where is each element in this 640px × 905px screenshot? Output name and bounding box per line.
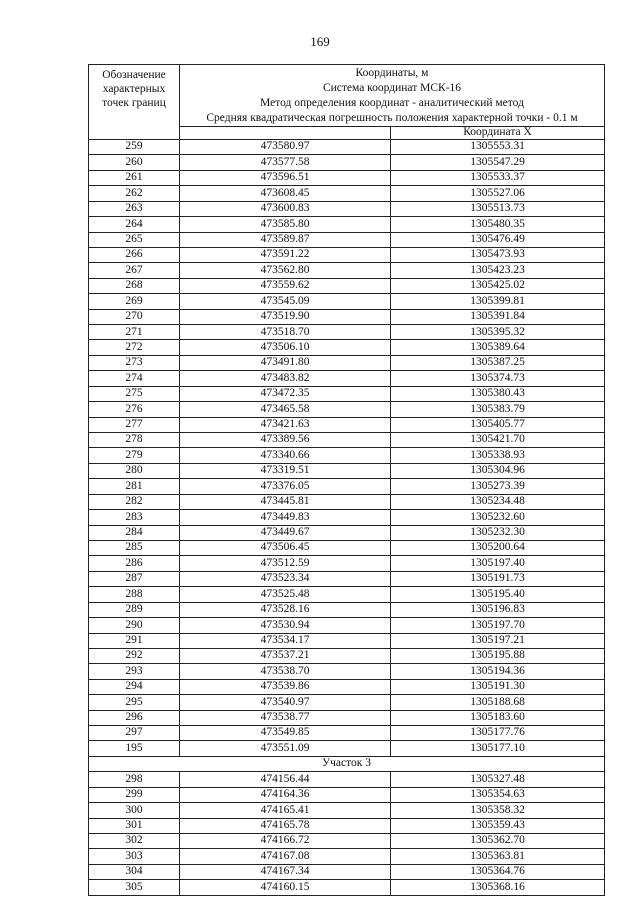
point-number-cell: 270 (89, 309, 180, 324)
coord-x-cell: 473449.67 (180, 525, 391, 540)
coord-x-cell: 473545.09 (180, 294, 391, 309)
coord-x-cell: 473589.87 (180, 232, 391, 247)
coord-y-cell: 1305374.73 (391, 371, 605, 386)
table-row (89, 833, 605, 848)
coord-y-cell: 1305368.16 (391, 880, 605, 895)
coord-x-cell: 473562.80 (180, 263, 391, 278)
table-row (89, 818, 605, 833)
coord-y-cell: 1305383.79 (391, 402, 605, 417)
coord-y-cell: 1305304.96 (391, 463, 605, 478)
coord-y-cell: 1305195.40 (391, 587, 605, 602)
coord-y-cell: 1305354.63 (391, 787, 605, 802)
coord-x-cell: 473523.34 (180, 571, 391, 586)
coord-x-cell: 473389.56 (180, 433, 391, 448)
coord-x-cell: 473591.22 (180, 247, 391, 262)
point-number-cell: 291 (89, 633, 180, 648)
coord-x-cell: 473449.83 (180, 510, 391, 525)
point-number-cell: 272 (89, 340, 180, 355)
point-number-cell: 195 (89, 741, 180, 756)
point-number-cell: 302 (89, 833, 180, 848)
coord-y-cell: 1305358.32 (391, 803, 605, 818)
point-number-cell: 259 (89, 140, 180, 155)
point-number-cell: 288 (89, 587, 180, 602)
coord-x-cell: 474165.41 (180, 803, 391, 818)
point-number-cell: 294 (89, 679, 180, 694)
coord-x-cell: 473445.81 (180, 494, 391, 509)
coord-y-cell: 1305359.43 (391, 818, 605, 833)
coord-y-cell: 1305363.81 (391, 849, 605, 864)
table-row (89, 772, 605, 787)
coord-x-cell: 473491.80 (180, 355, 391, 370)
coord-x-cell: 473538.77 (180, 710, 391, 725)
table-row (89, 371, 605, 386)
coord-y-cell: 1305191.30 (391, 679, 605, 694)
coord-x-cell: 473600.83 (180, 201, 391, 216)
coord-x-cell: 473539.86 (180, 679, 391, 694)
table-row (89, 263, 605, 278)
point-number-cell: 275 (89, 386, 180, 401)
table-row (89, 340, 605, 355)
table-row (89, 741, 605, 756)
table-row (89, 710, 605, 725)
table-row (89, 448, 605, 463)
point-number-cell: 266 (89, 247, 180, 262)
point-number-cell: 261 (89, 170, 180, 185)
point-number-cell: 273 (89, 355, 180, 370)
table-row (89, 232, 605, 247)
point-number-cell: 269 (89, 294, 180, 309)
table-row (89, 849, 605, 864)
coord-y-cell: 1305421.70 (391, 433, 605, 448)
table-row (89, 402, 605, 417)
section-row (89, 756, 605, 771)
coord-y-cell: 1305425.02 (391, 278, 605, 293)
coord-y-cell: 1305327.48 (391, 772, 605, 787)
coordinate-system: Система координат МСК-16 (322, 82, 462, 94)
point-number-cell: 265 (89, 232, 180, 247)
coord-x-cell: 474160.15 (180, 880, 391, 895)
coord-y-cell: 1305273.39 (391, 479, 605, 494)
table-body-part2 (89, 772, 605, 895)
table-row (89, 309, 605, 324)
point-number-cell: 276 (89, 402, 180, 417)
coord-y-cell: 1305232.60 (391, 510, 605, 525)
coord-x-cell: 473518.70 (180, 325, 391, 340)
table-row (89, 803, 605, 818)
coord-x-cell: 473551.09 (180, 741, 391, 756)
coord-x-cell: 474166.72 (180, 833, 391, 848)
table-row (89, 201, 605, 216)
point-number-cell: 298 (89, 772, 180, 787)
coords-title: Координаты, м (355, 67, 429, 79)
point-number-cell: 292 (89, 648, 180, 663)
coord-y-cell: 1305395.32 (391, 325, 605, 340)
table-row (89, 556, 605, 571)
method-text: Метод определения координат - аналитический метод (260, 97, 524, 109)
table-row (89, 155, 605, 170)
section-title: Участок 3 (89, 756, 605, 771)
coord-x-cell: 473559.62 (180, 278, 391, 293)
table-row (89, 602, 605, 617)
table-row (89, 433, 605, 448)
table-row (89, 679, 605, 694)
coord-y-cell: 1305553.31 (391, 140, 605, 155)
table-row (89, 540, 605, 555)
table-row (89, 618, 605, 633)
point-number-cell: 271 (89, 325, 180, 340)
point-number-cell: 264 (89, 217, 180, 232)
table-row (89, 880, 605, 895)
point-number-cell: 299 (89, 787, 180, 802)
coord-y-cell: 1305389.64 (391, 340, 605, 355)
empty-header-cell (180, 127, 391, 140)
coord-x-cell: 473608.45 (180, 186, 391, 201)
coord-x-cell: 473465.58 (180, 402, 391, 417)
coord-y-cell: 1305200.64 (391, 540, 605, 555)
page-number: 169 (310, 34, 330, 49)
coord-y-cell: 1305547.29 (391, 155, 605, 170)
coord-y-cell: 1305197.40 (391, 556, 605, 571)
point-number-cell: 300 (89, 803, 180, 818)
coord-x-cell: 473549.85 (180, 726, 391, 741)
point-number-cell: 262 (89, 186, 180, 201)
point-number-cell: 281 (89, 479, 180, 494)
table-row (89, 494, 605, 509)
table-row (89, 170, 605, 185)
table-row (89, 140, 605, 155)
table-row (89, 479, 605, 494)
coord-x-cell: 473472.35 (180, 386, 391, 401)
point-number-cell: 277 (89, 417, 180, 432)
point-number-cell: 304 (89, 864, 180, 879)
coord-y-cell: 1305196.83 (391, 602, 605, 617)
point-number-cell: 297 (89, 726, 180, 741)
coord-x-cell: 474156.44 (180, 772, 391, 787)
point-number-cell: 280 (89, 463, 180, 478)
coord-y-cell: 1305232.30 (391, 525, 605, 540)
table-row (89, 525, 605, 540)
coord-x-cell: 473421.63 (180, 417, 391, 432)
coord-x-cell: 473540.97 (180, 695, 391, 710)
coord-x-cell: 473538.70 (180, 664, 391, 679)
point-number-cell: 282 (89, 494, 180, 509)
point-number-cell: 285 (89, 540, 180, 555)
coordinates-table (88, 64, 605, 896)
table-row (89, 386, 605, 401)
point-number-cell: 278 (89, 433, 180, 448)
coord-y-cell: 1305513.73 (391, 201, 605, 216)
section-body (89, 756, 605, 771)
coord-x-cell: 473376.05 (180, 479, 391, 494)
coord-y-cell: 1305380.43 (391, 386, 605, 401)
point-number-cell: 286 (89, 556, 180, 571)
table-row (89, 217, 605, 232)
coord-y-cell: 1305177.76 (391, 726, 605, 741)
coord-x-cell: 474164.36 (180, 787, 391, 802)
table-row (89, 633, 605, 648)
coord-x-cell: 473506.45 (180, 540, 391, 555)
coord-x-cell: 473528.16 (180, 602, 391, 617)
coord-y-cell: 1305476.49 (391, 232, 605, 247)
table-row (89, 278, 605, 293)
point-number-cell: 263 (89, 201, 180, 216)
coord-x-cell: 474167.34 (180, 864, 391, 879)
coord-x-cell: 473577.58 (180, 155, 391, 170)
coord-y-cell: 1305197.21 (391, 633, 605, 648)
table-row (89, 247, 605, 262)
coord-x-cell: 473506.10 (180, 340, 391, 355)
coord-x-cell: 474165.78 (180, 818, 391, 833)
point-number-cell: 283 (89, 510, 180, 525)
coord-y-cell: 1305533.37 (391, 170, 605, 185)
table-row (89, 355, 605, 370)
coord-y-cell: 1305234.48 (391, 494, 605, 509)
table-row (89, 648, 605, 663)
coord-y-cell: 1305527.06 (391, 186, 605, 201)
point-number-cell: 293 (89, 664, 180, 679)
table-row (89, 587, 605, 602)
coord-x-cell: 473525.48 (180, 587, 391, 602)
table-row (89, 571, 605, 586)
table-row (89, 664, 605, 679)
table-row (89, 695, 605, 710)
coord-x-cell: 473596.51 (180, 170, 391, 185)
coord-y-cell: 1305362.70 (391, 833, 605, 848)
table-row (89, 186, 605, 201)
point-number-cell: 289 (89, 602, 180, 617)
table-row (89, 787, 605, 802)
coord-x-cell: 473519.90 (180, 309, 391, 324)
table-header-row (89, 65, 605, 127)
table-body-part1 (89, 140, 605, 757)
coord-y-cell: 1305423.23 (391, 263, 605, 278)
point-number-cell: 301 (89, 818, 180, 833)
point-number-cell: 267 (89, 263, 180, 278)
point-number-cell: 295 (89, 695, 180, 710)
coord-y-cell: 1305364.76 (391, 864, 605, 879)
coord-y-cell: 1305177.10 (391, 741, 605, 756)
point-number-cell: 279 (89, 448, 180, 463)
point-number-cell: 260 (89, 155, 180, 170)
coord-x-cell: 473483.82 (180, 371, 391, 386)
point-number-cell: 287 (89, 571, 180, 586)
coord-x-cell: 473512.59 (180, 556, 391, 571)
table-row (89, 726, 605, 741)
coord-y-cell: 1305194.36 (391, 664, 605, 679)
coord-x-cell: 473530.94 (180, 618, 391, 633)
coord-y-cell: 1305195.88 (391, 648, 605, 663)
coord-y-cell: 1305473.93 (391, 247, 605, 262)
coord-y-cell: 1305188.68 (391, 695, 605, 710)
point-label-header: Обозначение характерных точек границ (89, 65, 180, 140)
accuracy-text: Средняя квадратическая погрешность положения характерной точки - 0.1 м (206, 112, 578, 124)
table-row (89, 417, 605, 432)
coord-x-cell: 473580.97 (180, 140, 391, 155)
point-number-cell: 303 (89, 849, 180, 864)
col-x-header: Координата X (391, 127, 605, 140)
coord-x-cell: 473534.17 (180, 633, 391, 648)
coord-y-cell: 1305387.25 (391, 355, 605, 370)
table-row (89, 510, 605, 525)
coord-x-cell: 474167.08 (180, 849, 391, 864)
coord-x-cell: 473319.51 (180, 463, 391, 478)
coord-x-cell: 473585.80 (180, 217, 391, 232)
coord-y-cell: 1305338.93 (391, 448, 605, 463)
coord-y-cell: 1305197.70 (391, 618, 605, 633)
table-row (89, 864, 605, 879)
table-row (89, 325, 605, 340)
coord-y-cell: 1305391.84 (391, 309, 605, 324)
coord-y-cell: 1305191.73 (391, 571, 605, 586)
table-row (89, 294, 605, 309)
point-number-cell: 305 (89, 880, 180, 895)
coord-y-cell: 1305480.35 (391, 217, 605, 232)
coord-y-cell: 1305405.77 (391, 417, 605, 432)
coord-x-cell: 473340.66 (180, 448, 391, 463)
point-number-cell: 284 (89, 525, 180, 540)
coord-y-cell: 1305183.60 (391, 710, 605, 725)
point-number-cell: 274 (89, 371, 180, 386)
point-number-cell: 296 (89, 710, 180, 725)
coord-y-cell: 1305399.81 (391, 294, 605, 309)
coord-x-cell: 473537.21 (180, 648, 391, 663)
point-number-cell: 268 (89, 278, 180, 293)
coordinates-meta-header (180, 65, 605, 127)
table-row (89, 463, 605, 478)
point-number-cell: 290 (89, 618, 180, 633)
